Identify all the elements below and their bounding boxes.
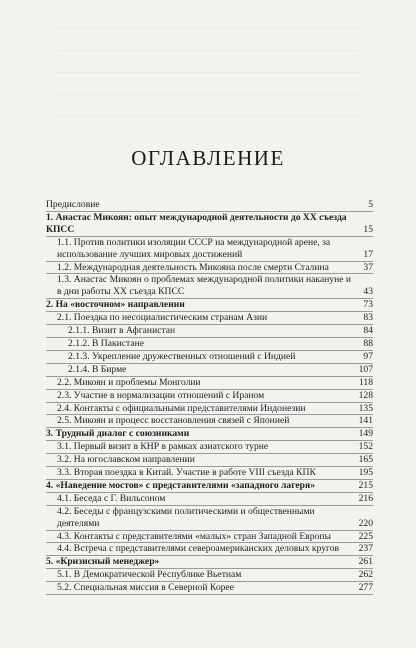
toc-entry <box>46 543 373 556</box>
toc-entry <box>46 312 373 325</box>
toc-entry <box>46 531 373 544</box>
toc-entry-title: 2.4. Контакты с официальными представителями Индонезии <box>57 402 306 414</box>
bleed-line <box>58 14 358 29</box>
toc-entry <box>46 377 373 390</box>
toc-entry <box>46 325 373 338</box>
toc-entry <box>46 428 373 441</box>
toc-entry-page: 141 <box>358 415 373 427</box>
toc-entry-title: 1.2. Международная деятельность Микояна после смерти Сталина <box>57 261 329 273</box>
toc-entry <box>46 493 373 506</box>
toc-entry-title: 2.1.3. Укрепление дружественных отношений с Индией <box>68 350 296 362</box>
toc-entry-page: 83 <box>363 312 373 324</box>
toc-entry <box>46 415 373 428</box>
toc-entry-title: 5. «Кризисный менеджер» <box>46 556 160 568</box>
toc-entry-page: 135 <box>358 402 373 414</box>
toc-entry-page: 220 <box>358 517 373 529</box>
toc-entry <box>46 212 373 237</box>
toc-entry-title: 5.1. В Демократической Республике Вьетнам <box>57 569 242 581</box>
toc-entry <box>46 441 373 454</box>
toc-entry-title: 2.1.2. В Пакистане <box>68 337 144 349</box>
toc-entry-page: 261 <box>358 556 373 568</box>
toc-entry <box>46 262 373 275</box>
toc-entry-page: 5 <box>368 199 373 210</box>
table-of-contents <box>46 199 373 595</box>
toc-entry-title: 2.5. Микоян и процесс восстановления связей с Японией <box>57 415 290 427</box>
toc-entry-title: 4.3. Контакты с представителями «малых» стран Западной Европы <box>57 530 331 542</box>
toc-entry <box>46 480 373 493</box>
toc-entry-page: 165 <box>358 454 373 466</box>
toc-entry-page: 237 <box>358 543 373 555</box>
toc-entry-page: 149 <box>358 428 373 440</box>
toc-entry-page: 17 <box>363 248 373 260</box>
toc-entry <box>46 351 373 364</box>
toc-entry-title: 2.3. Участие в нормализации отношений с Ираном <box>57 389 265 401</box>
toc-entry-title: 3.1. Первый визит в КНР в рамках азиатского турне <box>57 441 269 453</box>
toc-entry-page: 152 <box>358 441 373 453</box>
toc-entry-title: 4.1. Беседа с Г. Вильсоном <box>57 492 166 504</box>
toc-entry <box>46 506 373 531</box>
toc-entry <box>46 467 373 480</box>
toc-entry-title: Предисловие <box>46 199 100 210</box>
toc-entry <box>46 556 373 569</box>
toc-entry-title: 1.3. Анастас Микоян о проблемах международной политики накануне и в дни работы XX съезда КПСС <box>57 274 352 298</box>
toc-entry-title: 4. «Наведение мостов» с представителями «западного лагеря» <box>46 479 315 491</box>
toc-entry-page: 262 <box>358 569 373 581</box>
toc-entry <box>46 237 373 262</box>
toc-entry-page: 73 <box>363 299 373 311</box>
toc-entry <box>46 403 373 416</box>
toc-entry <box>46 569 373 582</box>
toc-entry <box>46 299 373 312</box>
toc-entry <box>46 390 373 403</box>
bleed-line <box>58 58 358 73</box>
toc-entry <box>46 454 373 467</box>
toc-entry <box>46 364 373 377</box>
toc-entry-page: 195 <box>358 467 373 479</box>
toc-entry-title: 2.2. Микоян и проблемы Монголии <box>57 376 201 388</box>
toc-entry-page: 88 <box>363 337 373 349</box>
toc-entry <box>46 582 373 595</box>
toc-entry-title: 1. Анастас Микоян: опыт международной деятельности до XX съезда КПСС <box>46 211 347 235</box>
bleed-line <box>58 80 358 95</box>
toc-entry-page: 216 <box>358 492 373 504</box>
toc-entry-page: 37 <box>363 261 373 273</box>
toc-entry-title: 2.1.4. В Бирме <box>68 363 127 375</box>
toc-entry <box>46 338 373 351</box>
toc-entry-page: 215 <box>358 479 373 491</box>
toc-entry-page: 118 <box>358 376 373 388</box>
toc-entry-page: 15 <box>363 223 373 235</box>
toc-entry <box>46 274 373 299</box>
bleed-line <box>58 36 358 51</box>
toc-entry <box>46 199 373 212</box>
toc-entry-page: 277 <box>358 582 373 594</box>
toc-entry-page: 128 <box>358 389 373 401</box>
toc-entry-title: 2. На «восточном» направлении <box>46 299 185 311</box>
toc-entry-page: 43 <box>363 286 373 298</box>
toc-entry-title: 1.1. Против политики изоляции СССР на международной арене, за использование лучших мировых достижений <box>57 236 331 260</box>
toc-entry-page: 97 <box>363 350 373 362</box>
toc-entry-title: 4.4. Встреча с представителями североамериканских деловых кругов <box>57 543 340 555</box>
toc-entry-title: 3. Трудный диалог с союзниками <box>46 428 190 440</box>
bleed-line <box>58 102 358 117</box>
toc-entry-page: 225 <box>358 530 373 542</box>
toc-entry-page: 107 <box>358 363 373 375</box>
toc-entry-page: 84 <box>363 325 373 337</box>
toc-entry-title: 2.1.1. Визит в Афганистан <box>68 325 176 337</box>
bleed-through-text <box>58 14 358 124</box>
page-title: ОГЛАВЛЕНИЕ <box>131 146 285 170</box>
toc-entry-title: 4.2. Беседы с французскими политическими и общественными деятелями <box>57 505 315 529</box>
toc-entry-title: 5.2. Специальная миссия в Северной Корее <box>57 582 234 594</box>
toc-entry-title: 3.2. На югославском направлении <box>57 454 195 466</box>
toc-entry-title: 3.3. Вторая поездка в Китай. Участие в работе VIII съезда КПК <box>57 467 316 479</box>
toc-entry-title: 2.1. Поездка по несоциалистическим странам Азии <box>57 312 268 324</box>
